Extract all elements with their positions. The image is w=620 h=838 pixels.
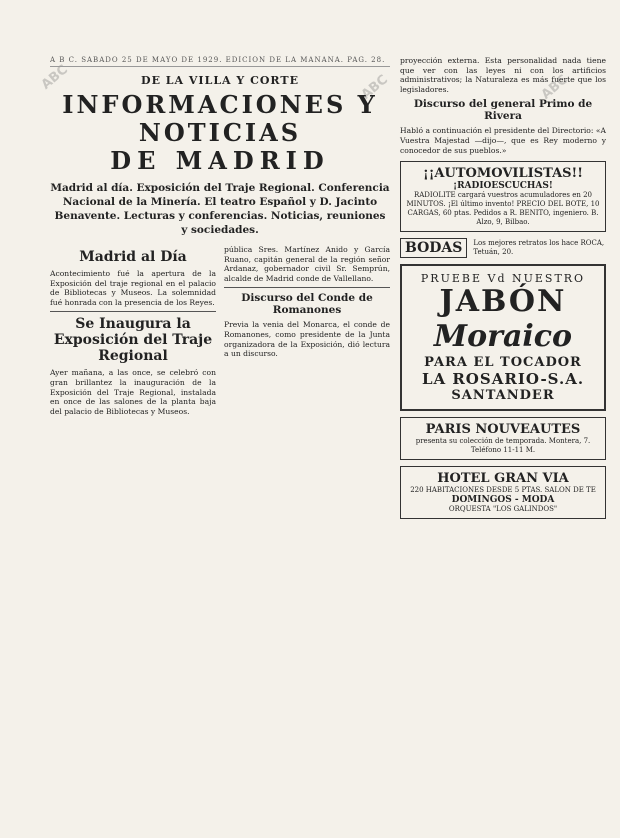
ad-paris-nouveautes	[400, 417, 606, 460]
article-excerpt: Habló a continuación el presidente del Directorio: «A Vuestra Majestad —dijo—, que es Rey moderno y conocedor de sus pueblos.»	[400, 126, 606, 155]
ad-line: PRUEBE Vd NUESTRO	[420, 272, 586, 286]
headline-line-2: DE MADRID	[110, 146, 330, 175]
ad-title: ¡¡AUTOMOVILISTAS!!	[423, 166, 583, 182]
ad-hotel-gran-via	[400, 466, 606, 519]
divider	[224, 287, 390, 288]
article-excerpt: proyección externa. Esta personalidad nada tiene que ver con las leyes ni con los artificios administrativos; la Naturaleza es más fuerte que los legisladores.	[400, 56, 606, 94]
article-columns	[50, 245, 390, 418]
column-2	[224, 245, 390, 418]
watermark: ABC	[358, 72, 391, 103]
section-title-exposicion: Se Inaugura la Exposición del Traje Regional	[53, 316, 213, 365]
ad-text: 220 HABITACIONES DESDE 5 PTAS. SALON DE TE	[410, 486, 596, 495]
ad-text: ORQUESTA "LOS GALINDOS"	[448, 505, 558, 514]
ad-brand: Moraico	[433, 319, 573, 355]
ad-subtitle: ¡RADIOESCUCHAS!	[453, 181, 553, 192]
ad-line: PARA EL TOCADOR	[424, 355, 582, 371]
article-excerpt: Previa la venia del Monarca, el conde de Romanones, como presidente de la Junta organizadora de la Exposición, dió lectura a un discurso.	[224, 320, 390, 359]
ad-bodas	[400, 238, 606, 258]
ad-line: LA ROSARIO-S.A.	[421, 370, 585, 389]
ad-title: PARIS NOUVEAUTES	[425, 422, 581, 438]
watermark: ABC	[38, 62, 71, 93]
ad-automovilistas	[400, 161, 606, 232]
article-excerpt: Acontecimiento fué la apertura de la Exposición del traje regional en el palacio de Bibliotecas y Museos. La solemnidad fué honrada con la presencia de los Reyes.	[50, 269, 216, 307]
ad-text: presenta su colección de temporada. Montera, 7. Teléfono 11-11 M.	[415, 437, 591, 455]
ad-subtitle: DOMINGOS - MODA	[451, 495, 555, 506]
article-excerpt: Ayer mañana, a las once, se celebró con gran brillantez la inauguración de la Exposición del Traje Regional, instalada en once de las salones de la planta baja del palacio de Bibliotecas y Museos.	[50, 368, 216, 416]
headline-line-1: INFORMACIONES Y NOTICIAS	[62, 90, 378, 147]
ad-jabon-moraico	[400, 264, 606, 411]
divider	[50, 311, 216, 312]
article-excerpt: pública Sres. Martínez Anido y García Ruano, capitán general de la región señor Ardanaz, gobernador civil Sr. Semprún, alcalde de Madrid conde de Vallellano.	[224, 245, 390, 283]
right-column	[400, 56, 606, 519]
main-article-area	[50, 74, 390, 418]
column-1	[50, 245, 216, 418]
ad-text: Los mejores retratos los hace ROCA, Tetuán, 20.	[473, 239, 605, 257]
section-title-primo-de-rivera: Discurso del general Primo de Rivera	[413, 98, 593, 123]
ad-text: RADIOLITE cargará vuestros acumuladores en 20 MINUTOS. ¡El último invento! PRECIO DEL BOTE, 10 CARGAS, 60 ptas. Pedidos a R. BENITO, ingeniero. B. Alzo, 9, Bilbao.	[406, 191, 600, 227]
running-header: A B C. SABADO 25 DE MAYO DE 1929. EDICION DE LA MAÑANA. PAG. 28.	[50, 56, 390, 67]
headline-deck: Madrid al día. Exposición del Traje Regional. Conferencia Nacional de la Minería. El teatro Español y D. Jacinto Benavente. Lecturas y conferencias. Noticias, reuniones y sociedades.	[50, 182, 390, 236]
watermark: ABC	[538, 72, 571, 103]
ad-line: SANTANDER	[451, 388, 555, 404]
ad-title: BODAS	[400, 238, 467, 258]
ad-title: HOTEL GRAN VIA	[437, 471, 569, 487]
section-title-romanones: Discurso del Conde de Romanones	[241, 292, 373, 317]
section-title-madrid-al-dia: Madrid al Día	[79, 249, 187, 265]
section-kicker: DE LA VILLA Y CORTE	[141, 74, 299, 87]
ad-line: JABÓN	[439, 284, 567, 320]
